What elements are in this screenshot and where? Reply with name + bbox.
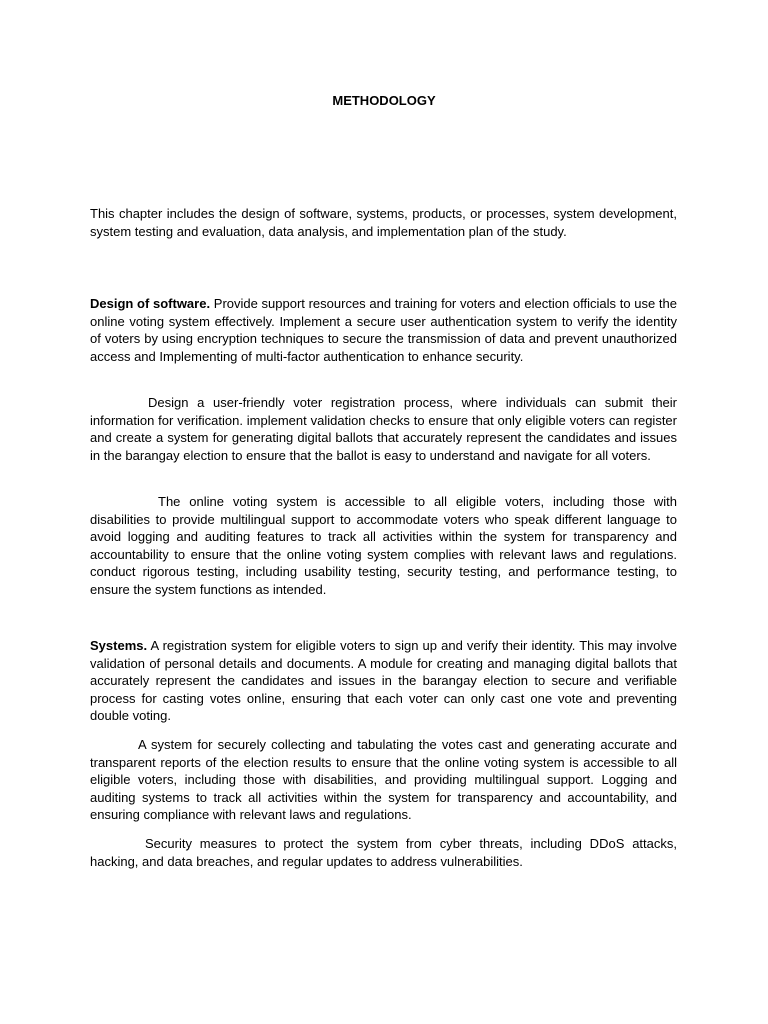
systems-paragraph-2: A system for securely collecting and tabulating the votes cast and generating accurate and transparent reports of the election results to ensure that the online voting system is accessible to all eligible voters, including those with disabilities, and providing multilingual support. Logging and auditing systems to track all activities within the system for transparency and accountability, and ensuring compliance with relevant laws and regulations. <box>90 737 677 823</box>
systems-paragraph-3: Security measures to protect the system from cyber threats, including DDoS attacks, hacking, and data breaches, and regular updates to address vulnerabilities. <box>90 836 677 869</box>
design-of-software-paragraph-3: The online voting system is accessible to all eligible voters, including those with disabilities to provide multilingual support to accommodate voters who speak different language to avoid logging and auditing features to track all activities within the system for transparency and accountability to ensure that the online voting system complies with relevant laws and regulations. conduct rigorous testing, including usability testing, security testing, and performance testing, to ensure the system functions as intended. <box>90 494 677 597</box>
design-of-software-paragraph-2: Design a user-friendly voter registration process, where individuals can submit their information for verification. implement validation checks to ensure that only eligible voters can register and create a system for generating digital ballots that accurately represent the candidates and issues in the barangay election to ensure that the ballot is easy to understand and navigate for all voters. <box>90 395 677 463</box>
systems-heading: Systems. <box>90 638 148 653</box>
design-of-software-paragraph-1 <box>90 295 677 365</box>
design-of-software-heading: Design of software. <box>90 296 211 311</box>
page-title: METHODOLOGY <box>332 93 436 108</box>
design-of-software-text-1: Provide support resources and training for voters and election officials to use the online voting system effectively. Implement a secure user authentication system to verify the identity of voters by using encryption techniques to secure the transmission of data and prevent unauthorized access and Implementing of multi-factor authentication to enhance security. <box>90 296 677 364</box>
systems-paragraph-1 <box>90 637 677 725</box>
systems-text-1: A registration system for eligible voters to sign up and verify their identity. This may involve validation of personal details and documents. A module for creating and managing digital ballots that accurately represent the candidates and issues in the barangay election to secure and verifiable process for casting votes online, ensuring that each voter can only cast one vote and preventing double voting. <box>90 638 677 724</box>
intro-paragraph: This chapter includes the design of software, systems, products, or processes, system development, system testing and evaluation, data analysis, and implementation plan of the study. <box>90 206 677 239</box>
